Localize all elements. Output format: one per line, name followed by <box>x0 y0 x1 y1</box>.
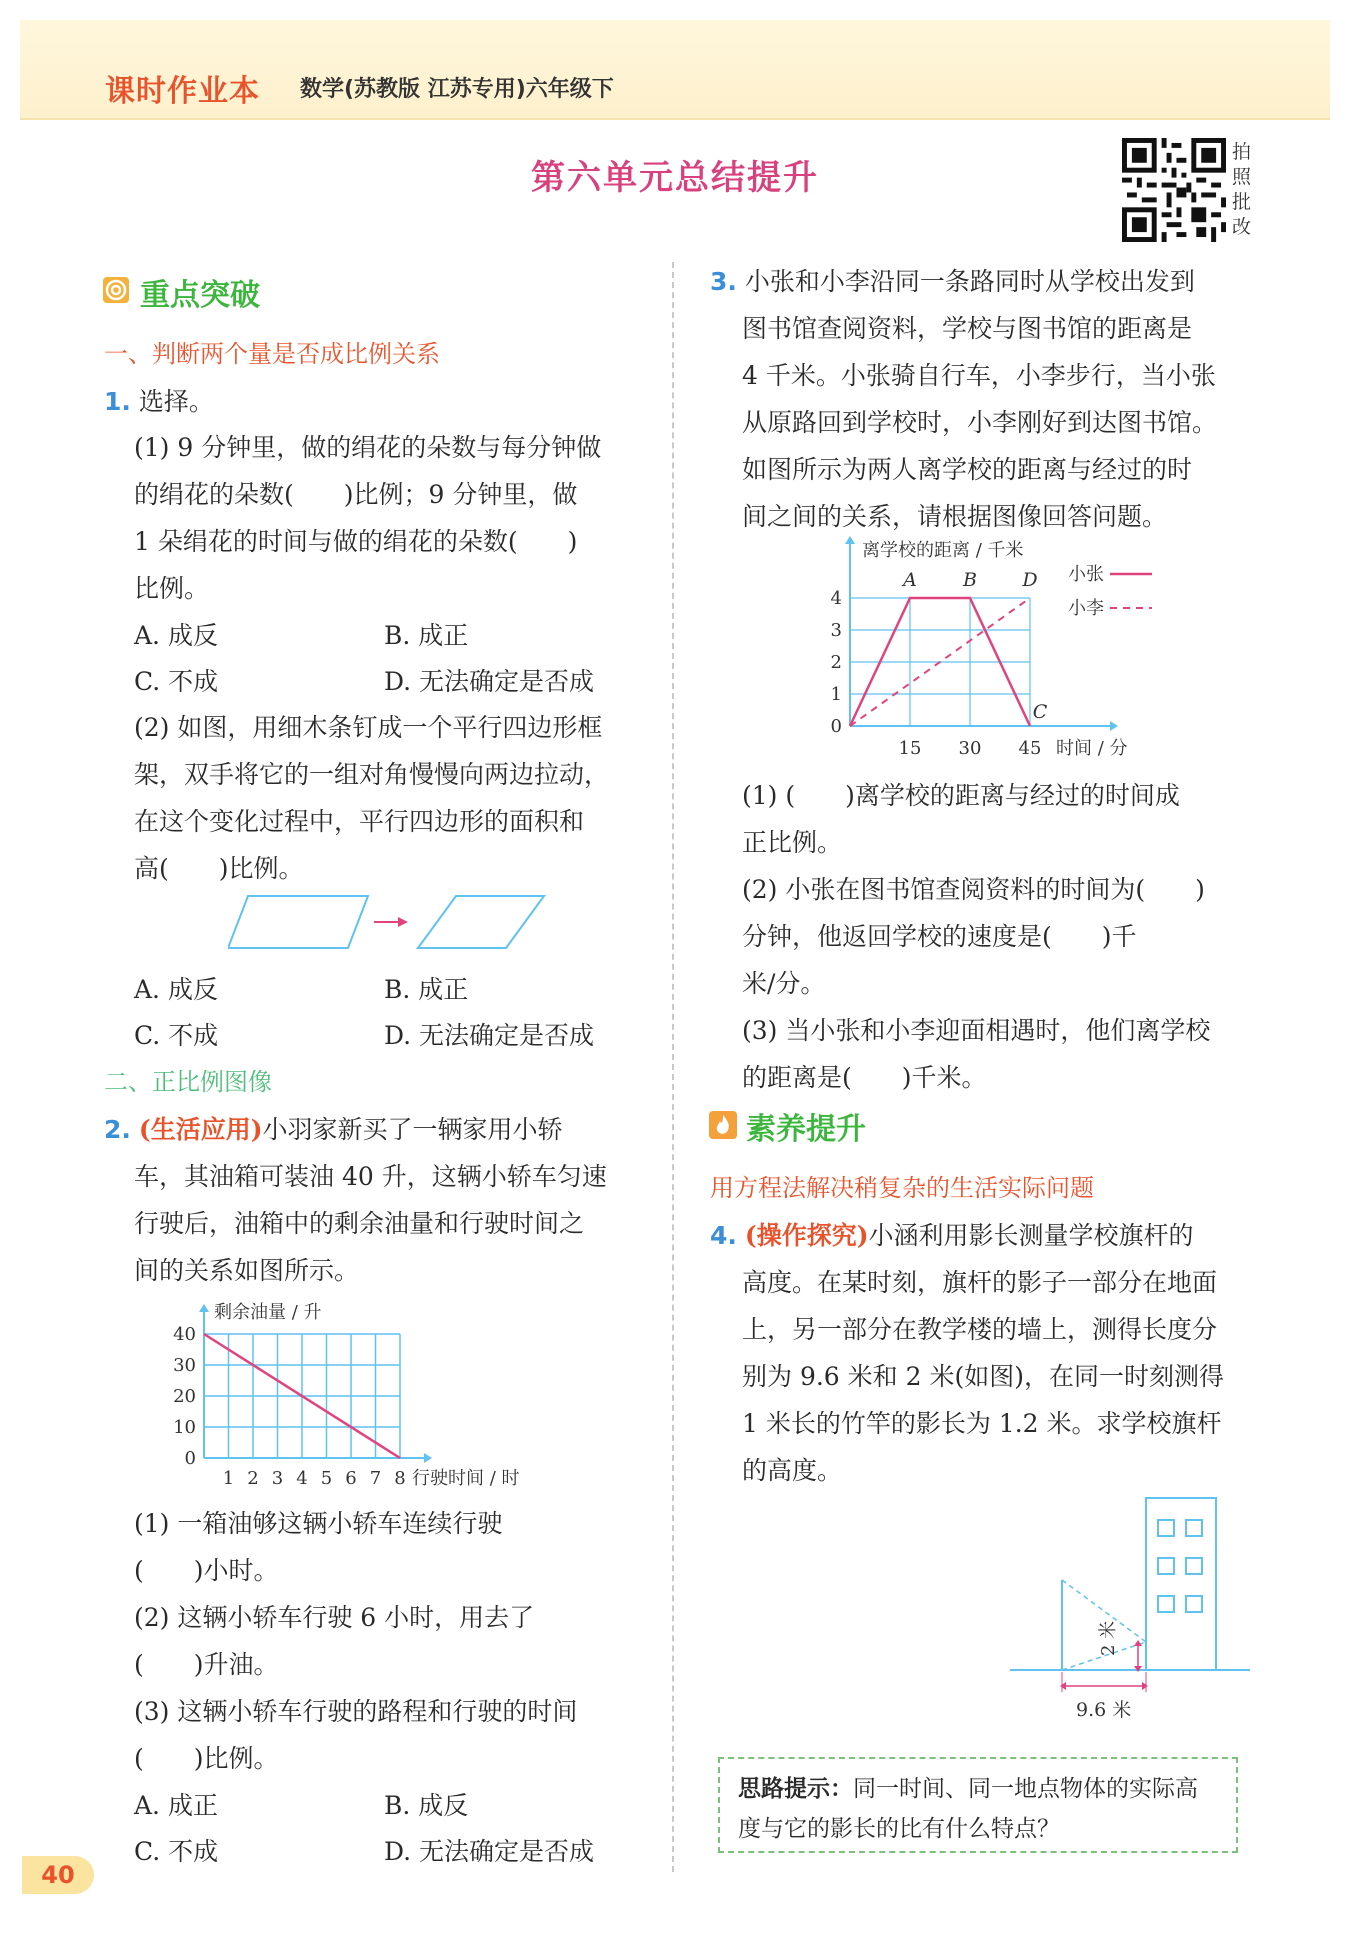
section-literacy: 素养提升 <box>746 1112 866 1147</box>
y-tick-label: 0 <box>830 716 842 737</box>
option-b[interactable]: B. 成反 <box>384 1791 469 1820</box>
target-icon <box>102 276 130 304</box>
y-axis-label: 离学校的距离 / 千米 <box>862 540 1024 561</box>
fuel-chart <box>150 1290 650 1490</box>
q3-sub-line: (1) ( )离学校的距离与经过的时间成 <box>742 781 1180 810</box>
q3-text-line: 小张和小李沿同一条路同时从学校出发到 <box>744 267 1195 296</box>
subsection-equation: 用方程法解决稍复杂的生活实际问题 <box>710 1174 1094 1202</box>
y-tick-label: 0 <box>184 1448 196 1469</box>
q1-text-line: 架，双手将它的一组对角慢慢向两边拉动， <box>134 760 610 789</box>
x-tick-label: 2 <box>247 1468 259 1489</box>
q3-sub-line: 正比例。 <box>742 828 843 857</box>
flame-icon <box>708 1110 738 1140</box>
q1-text-line: 高( )比例。 <box>134 854 304 883</box>
x-axis-label: 时间 / 分 <box>1056 738 1128 759</box>
page-number: 40 <box>22 1856 94 1894</box>
section-key-points: 重点突破 <box>140 278 260 313</box>
q3-text-line: 间之间的关系，请根据图像回答问题。 <box>742 502 1168 531</box>
shadow-figure <box>1010 1490 1260 1730</box>
q3-sub-line: (2) 小张在图书馆查阅资料的时间为( ) <box>742 875 1205 904</box>
q4-text-line: 小涵利用影长测量学校旗杆的 <box>868 1221 1194 1250</box>
q3-text-line: 图书馆查阅资料，学校与图书馆的距离是 <box>742 314 1193 343</box>
y-tick-label: 4 <box>830 588 842 609</box>
subject-title: 数学(苏教版 江苏专用)六年级下 <box>300 77 614 102</box>
qr-label: 拍 照 批 改 <box>1232 141 1252 238</box>
y-tick-label: 3 <box>830 620 842 641</box>
q4-text-line: 上，另一部分在教学楼的墙上，测得长度分 <box>742 1315 1218 1344</box>
point-label: C <box>1032 701 1048 723</box>
y-axis-arrow <box>845 536 855 544</box>
brand-title: 课时作业本 <box>105 74 260 109</box>
option-a[interactable]: A. 成正 <box>134 1791 218 1820</box>
q2-text-line: 小羽家新买了一辆家用小轿 <box>262 1115 563 1144</box>
q4-text-line: 别为 9.6 米和 2 米(如图)，在同一时刻测得 <box>742 1362 1224 1391</box>
q1-text-line: (2) 如图，用细木条钉成一个平行四边形框 <box>134 713 603 742</box>
q1-text-line: 在这个变化过程中，平行四边形的面积和 <box>134 807 585 836</box>
q2-sub-line: (2) 这辆小轿车行驶 6 小时，用去了 <box>134 1603 535 1632</box>
y-axis-arrow <box>199 1304 209 1312</box>
q2-sub-line: ( )升油。 <box>134 1650 279 1679</box>
wall-shadow-label: 2 米 <box>1098 1620 1119 1656</box>
question-tag: (操作探究) <box>744 1221 869 1250</box>
q2-sub-line: ( )比例。 <box>134 1744 279 1773</box>
question-title: 选择。 <box>138 387 214 416</box>
ground-shadow-label: 9.6 米 <box>1076 1699 1132 1721</box>
y-tick-label: 10 <box>173 1417 196 1438</box>
q3-sub-line: 分钟，他返回学校的速度是( )千 <box>742 922 1137 951</box>
question-number: 4. <box>710 1221 737 1250</box>
q1-text-line: 比例。 <box>134 574 210 603</box>
q2-text-line: 间的关系如图所示。 <box>134 1256 360 1285</box>
subsection-graph: 二、正比例图像 <box>104 1068 272 1096</box>
y-tick-label: 20 <box>173 1386 196 1407</box>
q3-sub-line: 米/分。 <box>742 969 826 998</box>
q2-sub-line: (1) 一箱油够这辆小轿车连续行驶 <box>134 1509 503 1538</box>
hint-line: 同一时间、同一地点物体的实际高 <box>853 1776 1198 1802</box>
q3-text-line: 如图所示为两人离学校的距离与经过的时 <box>742 455 1193 484</box>
hint-line: 度与它的影长的比有什么特点？ <box>738 1816 1060 1842</box>
y-tick-label: 40 <box>173 1324 196 1345</box>
x-tick-label: 7 <box>369 1468 382 1489</box>
x-tick-label: 45 <box>1018 738 1042 759</box>
q1-text-line: 的绢花的朵数( )比例；9 分钟里，做 <box>134 480 578 509</box>
legend-label: 小张 <box>1068 564 1104 585</box>
q2-sub-line: (3) 这辆小轿车行驶的路程和行驶的时间 <box>134 1697 578 1726</box>
y-tick-label: 1 <box>830 684 842 705</box>
option-c[interactable]: C. 不成 <box>134 1837 219 1866</box>
q2-text-line: 行驶后，油箱中的剩余油量和行驶时间之 <box>134 1209 585 1238</box>
question-number: 1. <box>104 387 131 416</box>
q2-sub-line: ( )小时。 <box>134 1556 279 1585</box>
option-d[interactable]: D. 无法确定是否成 <box>384 667 595 696</box>
option-a[interactable]: A. 成反 <box>134 975 218 1004</box>
column-divider <box>672 262 674 1872</box>
q3-text-line: 4 千米。小张骑自行车，小李步行，当小张 <box>742 361 1216 390</box>
point-label: D <box>1022 569 1038 591</box>
option-b[interactable]: B. 成正 <box>384 975 469 1004</box>
q3-text-line: 从原路回到学校时，小李刚好到达图书馆。 <box>742 408 1218 437</box>
x-tick-label: 5 <box>320 1468 333 1489</box>
option-d[interactable]: D. 无法确定是否成 <box>384 1837 595 1866</box>
option-c[interactable]: C. 不成 <box>134 1021 219 1050</box>
q3-sub-line: 的距离是( )千米。 <box>742 1063 987 1092</box>
x-tick-label: 4 <box>296 1468 308 1489</box>
option-d[interactable]: D. 无法确定是否成 <box>384 1021 595 1050</box>
question-number: 3. <box>710 267 737 296</box>
qr-code-icon[interactable] <box>1122 138 1226 242</box>
x-tick-label: 6 <box>345 1468 357 1489</box>
y-tick-label: 30 <box>173 1355 196 1376</box>
point-label: A <box>903 569 917 591</box>
y-axis-label: 剩余油量 / 升 <box>214 1302 322 1323</box>
q3-sub-line: (3) 当小张和小李迎面相遇时，他们离学校 <box>742 1016 1211 1045</box>
question-number: 2. <box>104 1115 131 1144</box>
distance-chart <box>800 534 1200 764</box>
q4-text-line: 的高度。 <box>742 1456 843 1485</box>
option-b[interactable]: B. 成正 <box>384 621 469 650</box>
option-a[interactable]: A. 成反 <box>134 621 218 650</box>
x-tick-label: 1 <box>222 1468 235 1489</box>
legend-label: 小李 <box>1068 598 1104 619</box>
x-axis-arrow <box>1110 721 1118 731</box>
subsection-proportion: 一、判断两个量是否成比例关系 <box>104 340 440 368</box>
question-tag: (生活应用) <box>138 1115 263 1144</box>
q2-text-line: 车，其油箱可装油 40 升，这辆小轿车匀速 <box>134 1162 607 1191</box>
option-c[interactable]: C. 不成 <box>134 667 219 696</box>
q1-text-line: (1) 9 分钟里，做的绢花的朵数与每分钟做 <box>134 433 602 462</box>
x-tick-label: 3 <box>271 1468 284 1489</box>
point-label: B <box>963 569 977 591</box>
x-tick-label: 30 <box>958 738 982 759</box>
x-axis-arrow <box>424 1453 432 1463</box>
hint-label: 思路提示： <box>738 1776 853 1802</box>
q4-text-line: 高度。在某时刻，旗杆的影子一部分在地面 <box>742 1268 1218 1297</box>
x-tick-label: 8 <box>394 1468 406 1489</box>
unit-title: 第六单元总结提升 <box>531 158 819 198</box>
y-tick-label: 2 <box>830 652 842 673</box>
q4-text-line: 1 米长的竹竿的影长为 1.2 米。求学校旗杆 <box>742 1409 1222 1438</box>
q1-text-line: 1 朵绢花的时间与做的绢花的朵数( ) <box>134 527 578 556</box>
x-axis-label: 行驶时间 / 时 <box>412 1468 520 1489</box>
x-tick-label: 15 <box>898 738 922 759</box>
parallelogram-figure <box>228 892 548 952</box>
